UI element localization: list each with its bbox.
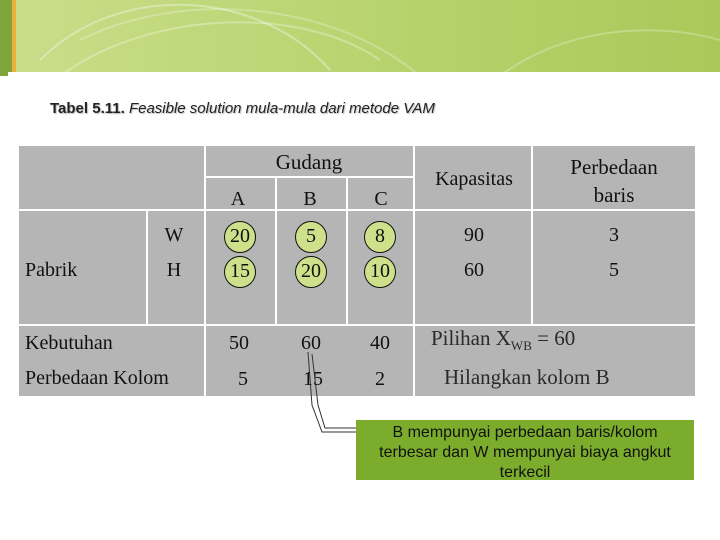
kebutuhan-b: 60 bbox=[301, 332, 321, 354]
table-caption: Feasible solution mula-mula dari metode VAM bbox=[128, 100, 435, 117]
col-header-b: B bbox=[303, 188, 317, 210]
perbedaan-kolom-c: 2 bbox=[375, 368, 385, 390]
cost-cell-h-a: 15 bbox=[224, 256, 256, 288]
pilihan-text: Pilihan $X_{WB} = 60$ bbox=[431, 326, 576, 354]
perbedaan-baris-w: 3 bbox=[609, 224, 619, 246]
kapasitas-w: 90 bbox=[464, 224, 484, 246]
cost-cell-h-b: 20 bbox=[295, 256, 327, 288]
header-band bbox=[0, 0, 720, 76]
kebutuhan-c: 40 bbox=[370, 332, 390, 354]
cost-cell-w-c: 8 bbox=[364, 221, 396, 253]
hilangkan-text: Hilangkan kolom B bbox=[444, 365, 610, 389]
perbedaan-kolom-b: 15 bbox=[303, 368, 323, 390]
decorative-swirls bbox=[0, 0, 720, 76]
callout-line-2: terbesar dan W mempunyai biaya angkut bbox=[379, 444, 671, 461]
kebutuhan-label: Kebutuhan bbox=[25, 332, 113, 354]
row-label-h: H bbox=[166, 259, 182, 281]
table-number: Tabel 5.11. bbox=[50, 100, 125, 117]
perbedaan-baris-h: 5 bbox=[609, 259, 619, 281]
gudang-header: Gudang bbox=[275, 150, 343, 174]
row-label-w: W bbox=[164, 224, 184, 246]
perbedaan-baris-header-2: baris bbox=[593, 183, 635, 207]
cost-cell-h-c: 10 bbox=[364, 256, 396, 288]
pabrik-label: Pabrik bbox=[25, 259, 78, 281]
kapasitas-header: Kapasitas bbox=[435, 168, 513, 190]
cost-cell-w-b: 5 bbox=[295, 221, 327, 253]
callout-line-3: terkecil bbox=[499, 464, 551, 481]
header-accent-bar bbox=[0, 0, 12, 76]
header-accent-stripe bbox=[12, 0, 16, 76]
explanation-callout bbox=[356, 420, 694, 480]
col-header-a: A bbox=[230, 188, 246, 210]
callout-line-1: B mempunyai perbedaan baris/kolom bbox=[392, 424, 658, 441]
table-title bbox=[50, 100, 435, 117]
perbedaan-kolom-label: Perbedaan Kolom bbox=[25, 367, 169, 389]
kapasitas-h: 60 bbox=[464, 259, 484, 281]
perbedaan-baris-header-1: Perbedaan bbox=[570, 155, 658, 179]
col-header-c: C bbox=[374, 188, 388, 210]
perbedaan-kolom-a: 5 bbox=[238, 368, 248, 390]
vam-table bbox=[19, 146, 695, 396]
kebutuhan-a: 50 bbox=[229, 332, 249, 354]
cost-cell-w-a: 20 bbox=[224, 221, 256, 253]
